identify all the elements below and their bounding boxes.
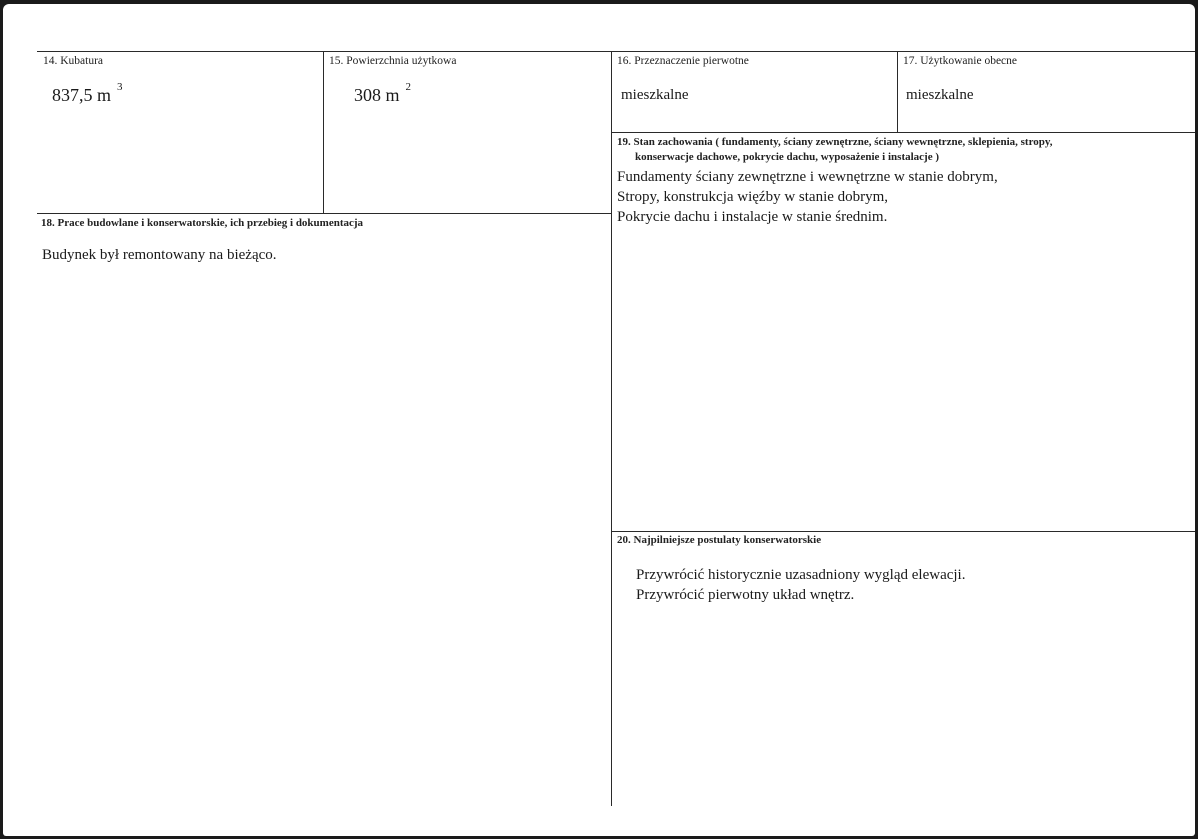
main-vertical-divider [611, 51, 612, 806]
divider-16-17 [897, 51, 898, 132]
field-15-number: 308 m [354, 85, 400, 105]
field-15-label: 15. Powierzchnia użytkowa [329, 55, 457, 67]
field-14-number: 837,5 m [52, 85, 112, 105]
field-14-exponent: 3 [117, 81, 123, 93]
field-20-line: Przywrócić historycznie uzasadniony wygląd elewacji. [636, 567, 966, 583]
rule-above-19 [611, 132, 1195, 133]
record-card [3, 4, 1195, 836]
field-15-exponent: 2 [405, 81, 412, 93]
rule-above-18 [37, 213, 611, 214]
field-19-text [617, 167, 998, 227]
field-19-line: Fundamenty ściany zewnętrzne i wewnętrzne w stanie dobrym, [617, 169, 998, 185]
field-15-value [354, 81, 412, 106]
top-rule [37, 51, 1195, 52]
field-14-value [52, 81, 123, 106]
field-20-text [636, 565, 965, 605]
field-19-line: Stropy, konstrukcja więźby w stanie dobrym, [617, 189, 889, 205]
field-16-label: 16. Przeznaczenie pierwotne [617, 55, 749, 67]
field-17-value: mieszkalne [906, 87, 974, 103]
field-20-line: Przywrócić pierwotny układ wnętrz. [636, 587, 855, 603]
rule-above-20 [611, 531, 1195, 532]
field-19-label-line2: konserwacje dachowe, pokrycie dachu, wyposażenie i instalacje ) [635, 151, 940, 163]
field-18-label: 18. Prace budowlane i konserwatorskie, ich przebieg i dokumentacja [41, 217, 364, 229]
field-17-label: 17. Użytkowanie obecne [903, 55, 1018, 67]
field-18-value: Budynek był remontowany na bieżąco. [42, 247, 277, 263]
divider-14-15 [323, 51, 324, 214]
field-19-label-line1: 19. Stan zachowania ( fundamenty, ściany zewnętrzne, ściany wewnętrzne, sklepienia, stropy, [617, 136, 1053, 148]
field-14-label: 14. Kubatura [43, 55, 104, 67]
field-16-value: mieszkalne [621, 87, 689, 103]
field-20-label: 20. Najpilniejsze postulaty konserwatorskie [617, 534, 822, 546]
field-19-line: Pokrycie dachu i instalacje w stanie średnim. [617, 209, 888, 225]
